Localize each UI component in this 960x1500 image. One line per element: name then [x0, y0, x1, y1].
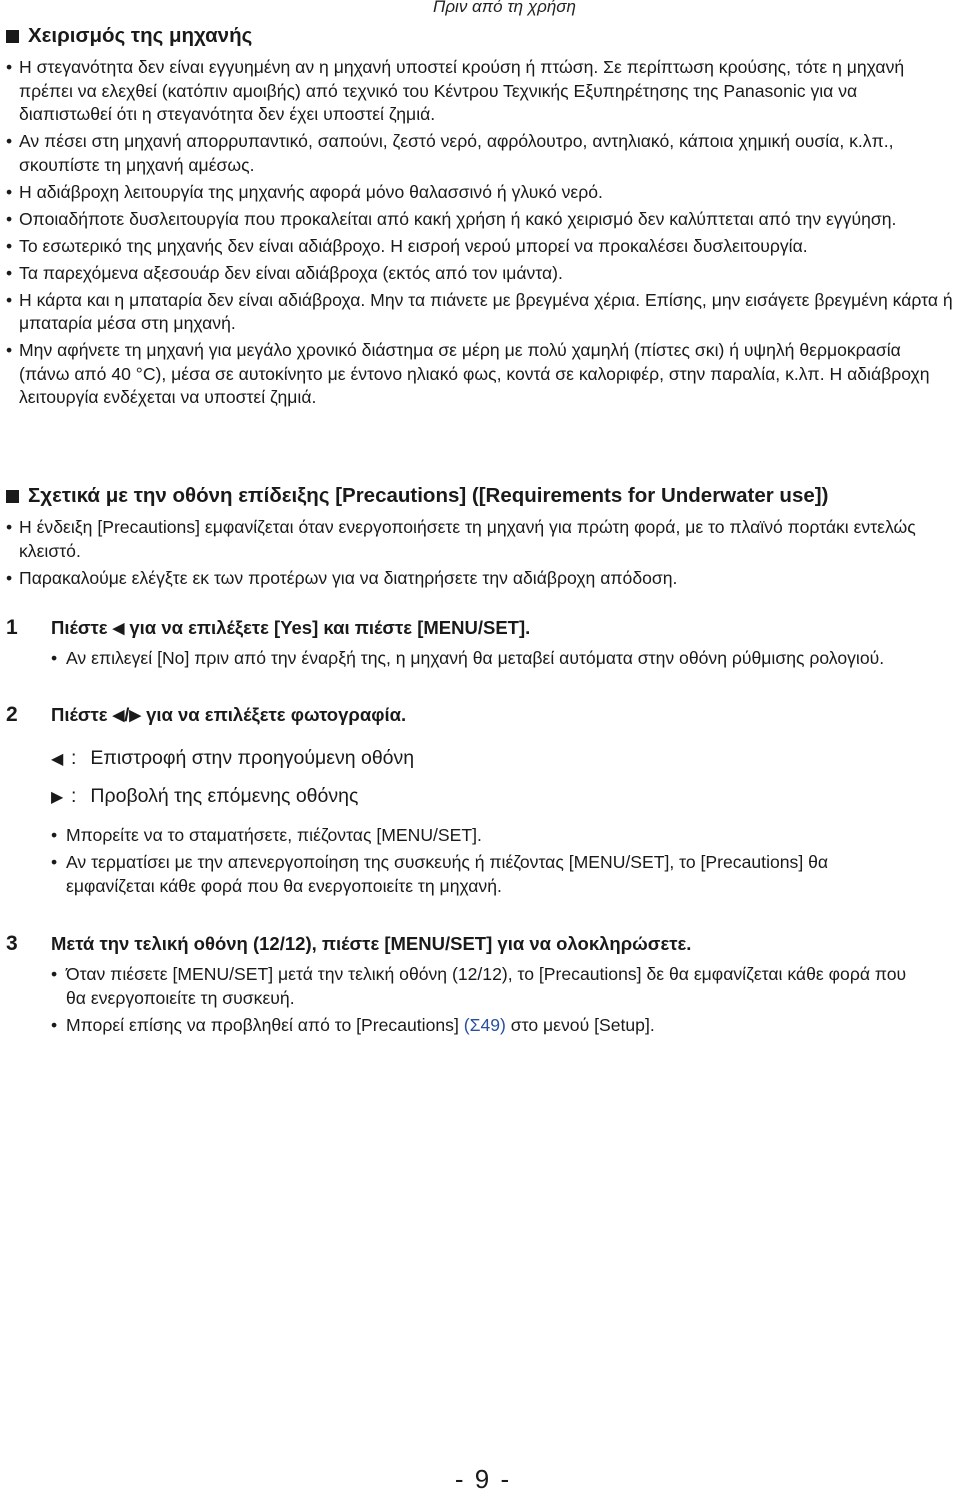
- handling-bullet-list: [6, 56, 954, 413]
- step-1-notes: [51, 647, 911, 674]
- list-item: • Η ένδειξη [Precautions] εμφανίζεται όταν ενεργοποιήσετε τη μηχανή για πρώτη φορά, με το πλαϊνό πορτάκι εντελώς κλειστό.: [6, 516, 954, 563]
- step-3: [6, 932, 954, 956]
- square-bullet-icon: [6, 490, 19, 503]
- key-left-description: ◀ : Επιστροφή στην προηγούμενη οθόνη: [51, 747, 415, 769]
- step-2-notes: [51, 824, 911, 902]
- square-bullet-icon: [6, 30, 19, 43]
- section-title: Χειρισμός της μηχανής: [28, 24, 253, 47]
- list-item: • Μην αφήνετε τη μηχανή για μεγάλο χρονικό διάστημα σε μέρη με πολύ χαμηλή (πίστες σκι) ή υψηλή θερμοκρασία (πάνω από 40 °C), μέσα σε αυτοκίνητο με έντονο ηλιακό φως, κοντά σε καλοριφέρ, στην παραλία, κ.λπ. Η αδιάβροχη λειτουργία ενδέχεται να υποστεί ζημιά.: [6, 339, 954, 410]
- list-item: • Η αδιάβροχη λειτουργία της μηχανής αφορά μόνο θαλασσινό ή γλυκό νερό.: [6, 181, 954, 205]
- step-instruction: Πιέστε ◀ για να επιλέξετε [Yes] και πιέστε [MENU/SET].: [51, 617, 531, 638]
- step-number: 2: [6, 703, 18, 726]
- list-item: • Η κάρτα και η μπαταρία δεν είναι αδιάβροχα. Μην τα πιάνετε με βρεγμένα χέρια. Επίσης, μην εισάγετε βρεγμένη κάρτα ή μπαταρία μέσα στη μηχανή.: [6, 289, 954, 336]
- list-item: • Μπορείτε να το σταματήσετε, πιέζοντας [MENU/SET].: [51, 824, 911, 848]
- section-title: Σχετικά με την οθόνη επίδειξης [Precautions] ([Requirements for Underwater use]): [28, 484, 829, 507]
- precautions-bullet-list: [6, 516, 954, 594]
- list-item: • Παρακαλούμε ελέγξτε εκ των προτέρων για να διατηρήσετε την αδιάβροχη απόδοση.: [6, 567, 954, 591]
- page-reference-link[interactable]: (Σ49): [463, 1014, 506, 1035]
- list-item: • Τα παρεχόμενα αξεσουάρ δεν είναι αδιάβροχα (εκτός από τον ιμάντα).: [6, 262, 954, 286]
- list-item: • Αν τερματίσει με την απενεργοποίηση της συσκευής ή πιέζοντας [MENU/SET], το [Precautions] θα εμφανίζεται κάθε φορά που θα ενεργοποιείτε τη μηχανή.: [51, 851, 911, 898]
- list-item: • Αν επιλεγεί [No] πριν από την έναρξή της, η μηχανή θα μεταβεί αυτόματα στην οθόνη ρύθμισης ρολογιού.: [51, 647, 911, 671]
- step-3-notes: [51, 963, 911, 1041]
- page-number: - 9 -: [454, 1464, 510, 1494]
- step-1: [6, 616, 954, 640]
- key-right-description: ▶ : Προβολή της επόμενης οθόνης: [51, 785, 359, 807]
- list-item: • Όταν πιέσετε [MENU/SET] μετά την τελική οθόνη (12/12), το [Precautions] δε θα εμφανίζεται κάθε φορά που θα ενεργοποιείτε τη συσκευή.: [51, 963, 911, 1010]
- step-instruction: Μετά την τελική οθόνη (12/12), πιέστε [MENU/SET] για να ολοκληρώσετε.: [51, 933, 692, 954]
- list-item: • Μπορεί επίσης να προβληθεί από το [Precautions] (Σ49) στο μενού [Setup].: [51, 1014, 911, 1038]
- right-arrow-icon: ▶: [51, 788, 64, 806]
- left-arrow-icon: ◀: [51, 750, 64, 768]
- key-label: Επιστροφή στην προηγούμενη οθόνη: [90, 747, 415, 769]
- step-number: 3: [6, 932, 18, 955]
- right-arrow-icon: ▶: [129, 707, 141, 724]
- page-header: Πριν από τη χρήση: [433, 0, 576, 16]
- left-arrow-icon: ◀: [112, 707, 125, 724]
- list-item: • Οποιαδήποτε δυσλειτουργία που προκαλείται από κακή χρήση ή κακό χειρισμό δεν καλύπτεται από την εγγύηση.: [6, 208, 954, 232]
- list-item: • Αν πέσει στη μηχανή απορρυπαντικό, σαπούνι, ζεστό νερό, αφρόλουτρο, αντηλιακό, κάποια χημική ουσία, κ.λπ., σκουπίστε τη μηχανή αμέσως.: [6, 130, 954, 177]
- section-heading-precautions: [6, 484, 828, 508]
- left-arrow-icon: ◀: [112, 620, 125, 637]
- step-instruction: Πιέστε ◀/▶ για να επιλέξετε φωτογραφία.: [51, 704, 407, 725]
- list-item: • Το εσωτερικό της μηχανής δεν είναι αδιάβροχο. Η εισροή νερού μπορεί να προκαλέσει δυσλειτουργία.: [6, 235, 954, 259]
- key-label: Προβολή της επόμενης οθόνης: [90, 785, 359, 807]
- step-2: [6, 703, 954, 727]
- section-heading-handling: [6, 24, 252, 48]
- list-item: • Η στεγανότητα δεν είναι εγγυημένη αν η μηχανή υποστεί κρούση ή πτώση. Σε περίπτωση κρούσης, τότε η μηχανή πρέπει να ελεχθεί (κατόπιν αμοιβής) από τεχνικό του Κέντρου Τεχνικής Εξυπηρέτησης της Panasonic για να διαπιστωθεί ότι η στεγανότητα δεν έχει υποστεί ζημιά.: [6, 56, 954, 127]
- step-number: 1: [6, 616, 18, 639]
